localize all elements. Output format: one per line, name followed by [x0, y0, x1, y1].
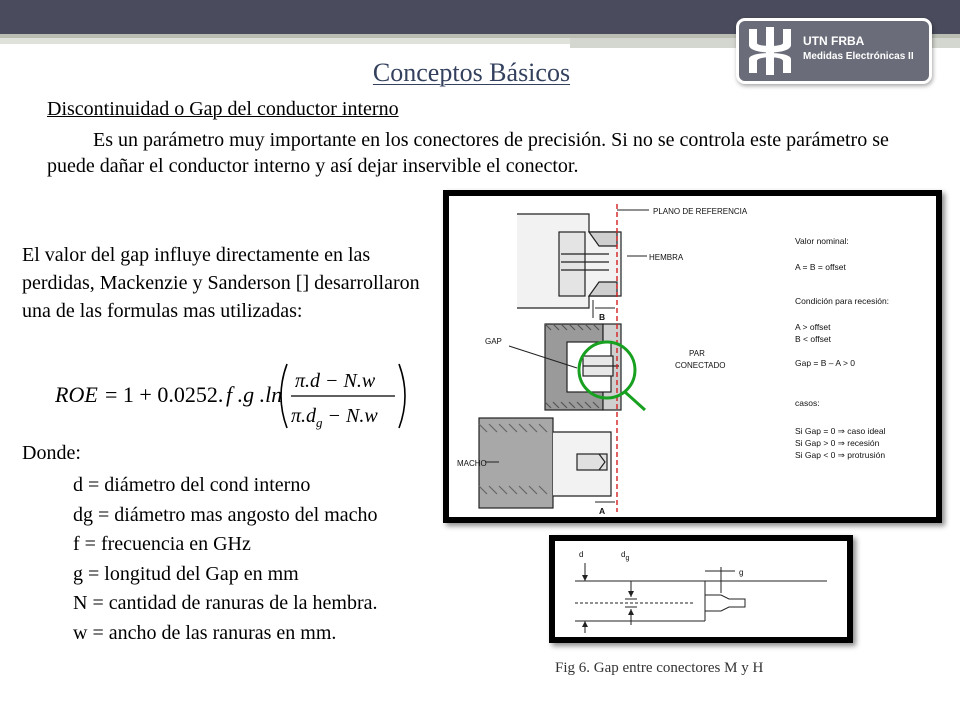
figure-caption: Fig 6. Gap entre conectores M y H — [555, 660, 764, 676]
svg-text:π.dg − N.w — [291, 405, 378, 430]
note-1: Valor nominal: — [795, 236, 849, 246]
formula-lhs: ROE — [55, 382, 98, 407]
formula-numerator: π.d − N.w — [295, 370, 376, 392]
note-7: casos: — [795, 398, 820, 408]
formula-denominator: π.d — [291, 405, 317, 427]
fig2-label-dg-g: g — [625, 555, 630, 562]
male-connector-drawing — [479, 418, 611, 508]
gap-dimension-figure — [549, 535, 853, 643]
roe-formula — [55, 358, 415, 439]
fig2-label-d: d — [579, 550, 584, 559]
list-item: dg = diámetro mas angosto del macho — [73, 503, 378, 526]
note-10: Si Gap < 0 ⇒ protrusión — [795, 450, 886, 460]
label-b: B — [599, 312, 606, 322]
gap-label: GAP — [485, 337, 502, 346]
formula-denominator-tail: − N.w — [322, 405, 378, 427]
list-item: g = longitud del Gap en mm — [73, 562, 299, 585]
note-5: B < offset — [795, 334, 831, 344]
formula-constant: = 1 + 0.0252. — [105, 382, 224, 407]
top-band-left — [0, 38, 570, 44]
variables-list — [73, 471, 378, 648]
connector-gap-figure — [443, 190, 942, 523]
list-item: w = ancho de las ranuras en mm. — [73, 621, 337, 644]
note-4: A > offset — [795, 322, 831, 332]
note-8: Si Gap = 0 ⇒ caso ideal — [795, 426, 886, 436]
donde-label: Donde: — [22, 442, 81, 464]
note-6: Gap = B – A > 0 — [795, 358, 856, 368]
conectado-label: CONECTADO — [675, 361, 726, 370]
formula-denominator-sub: g — [316, 415, 323, 430]
hembra-label: HEMBRA — [649, 253, 684, 262]
intro-paragraph: Es un parámetro muy importante en los conectores de precisión. Si no se controla este parámetro se puede dañar el conductor interno y así dejar inservible el conector. — [47, 129, 889, 177]
note-2: A = B = offset — [795, 262, 846, 272]
badge-subtitle: Medidas Electrónicas II — [803, 51, 914, 62]
plano-label: PLANO DE REFERENCIA — [653, 207, 748, 216]
badge-title: UTN FRBA — [803, 34, 865, 48]
fig2-label-g: g — [739, 568, 744, 577]
note-9: Si Gap > 0 ⇒ recesión — [795, 438, 880, 448]
list-item: f = frecuencia en GHz — [73, 533, 251, 555]
section-subtitle: Discontinuidad o Gap del conductor interno — [47, 98, 399, 120]
fig2-label-dg-d: d — [621, 550, 626, 559]
par-label: PAR — [689, 349, 705, 358]
page-title: Conceptos Básicos — [372, 58, 571, 87]
note-3: Condición para recesión: — [795, 296, 890, 306]
macho-label: MACHO — [457, 459, 487, 468]
body-paragraph: El valor del gap influye directamente en las perdidas, Mackenzie y Sanderson [] desarrollaron una de las formulas mas utilizadas: — [22, 244, 420, 322]
list-item: d = diámetro del cond interno — [73, 474, 311, 496]
label-a: A — [599, 506, 606, 516]
formula-factors: f .g .ln — [226, 382, 283, 407]
list-item: N = cantidad de ranuras de la hembra. — [73, 592, 378, 614]
